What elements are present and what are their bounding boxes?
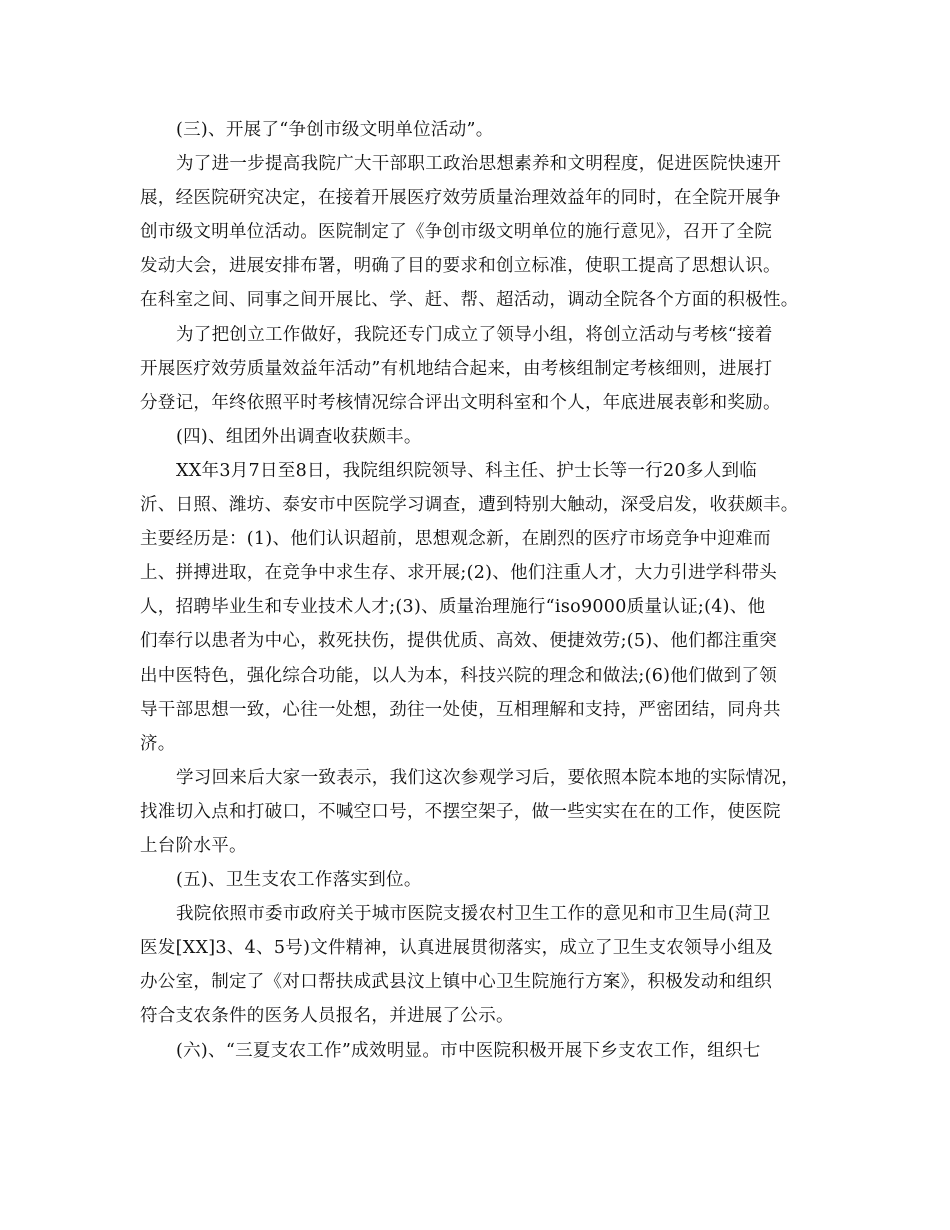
text-line: 展，经医院研究决定，在接着开展医疗效劳质量治理效益年的同时，在全院开展争 xyxy=(140,188,781,209)
text-line: 沂、日照、潍坊、泰安市中医院学习调查，遭到特别大触动，深受启发，收获颇丰。 xyxy=(140,495,799,516)
text-line: 上台阶水平。 xyxy=(140,835,247,856)
text-line: (五)、卫生支农工作落实到位。 xyxy=(176,870,422,891)
text-line: 导干部思想一致，心往一处想，劲往一处使，互相理解和支持，严密团结，同舟共 xyxy=(140,699,781,720)
text-line: (四)、组团外出调查收获颇丰。 xyxy=(176,426,422,447)
text-line: 医发[XX]3、4、5号)文件精神，认真进展贯彻落实，成立了卫生支农领导小组及 xyxy=(140,938,773,959)
text-line: 们奉行以患者为中心，救死扶伤，提供优质、高效、便捷效劳;(5)、他们都注重突 xyxy=(140,631,778,652)
text-line: 找准切入点和打破口，不喊空口号，不摆空架子，做一些实实在在的工作，使医院 xyxy=(140,801,781,822)
text-line: 我院依照市委市政府关于城市医院支援农村卫生工作的意见和市卫生局(菏卫 xyxy=(176,904,771,925)
text-line: 为了进一步提高我院广大干部职工政治思想素养和文明程度，促进医院快速开 xyxy=(176,154,782,175)
text-line: (三)、开展了“争创市级文明单位活动”。 xyxy=(176,120,494,140)
text-line: 办公室，制定了《对口帮扶成武县汶上镇中心卫生院施行方案》，积极发动和组织 xyxy=(140,972,773,993)
document-body xyxy=(140,113,816,1068)
text-line: 为了把创立工作做好，我院还专门成立了领导小组，将创立活动与考核“接着 xyxy=(176,324,773,345)
text-line: 主要经历是：(1)、他们认识超前，思想观念新，在剧烈的医疗市场竞争中迎难而 xyxy=(140,529,771,550)
text-line: 创市级文明单位活动。医院制定了《争创市级文明单位的施行意见》，召开了全院 xyxy=(140,222,773,243)
text-line: 符合支农条件的医务人员报名，并进展了公示。 xyxy=(140,1006,514,1027)
text-line: 分登记，年终依照平时考核情况综合评出文明科室和个人，年底进展表彰和奖励。 xyxy=(140,392,781,413)
text-line: 开展医疗效劳质量效益年活动”有机地结合起来，由考核组制定考核细则，进展打 xyxy=(140,358,773,379)
text-line: 上、拼搏进取，在竞争中求生存、求开展;(2)、他们注重人才，大力引进学科带头 xyxy=(140,563,778,584)
text-line: 学习回来后大家一致表示，我们这次参观学习后，要依照本院本地的实际情况， xyxy=(176,767,799,788)
text-line: XX年3月7日至8日，我院组织院领导、科主任、护士长等一行20多人到临 xyxy=(176,460,758,481)
text-line: 发动大会，进展安排布署，明确了目的要求和创立标准，使职工提高了思想认识。 xyxy=(140,256,781,277)
text-line: 出中医特色，强化综合功能，以人为本，科技兴院的理念和做法;(6)他们做到了领 xyxy=(140,665,778,686)
text-line: 在科室之间、同事之间开展比、学、赶、帮、超活动，调动全院各个方面的积极性。 xyxy=(140,290,799,311)
text-line: 人，招聘毕业生和专业技术人才;(3)、质量治理施行“iso9000质量认证;(4)、他 xyxy=(140,597,766,618)
text-line: 济。 xyxy=(140,733,176,754)
text-line: (六)、“三夏支农工作”成效明显。市中医院积极开展下乡支农工作，组织七 xyxy=(176,1040,761,1061)
